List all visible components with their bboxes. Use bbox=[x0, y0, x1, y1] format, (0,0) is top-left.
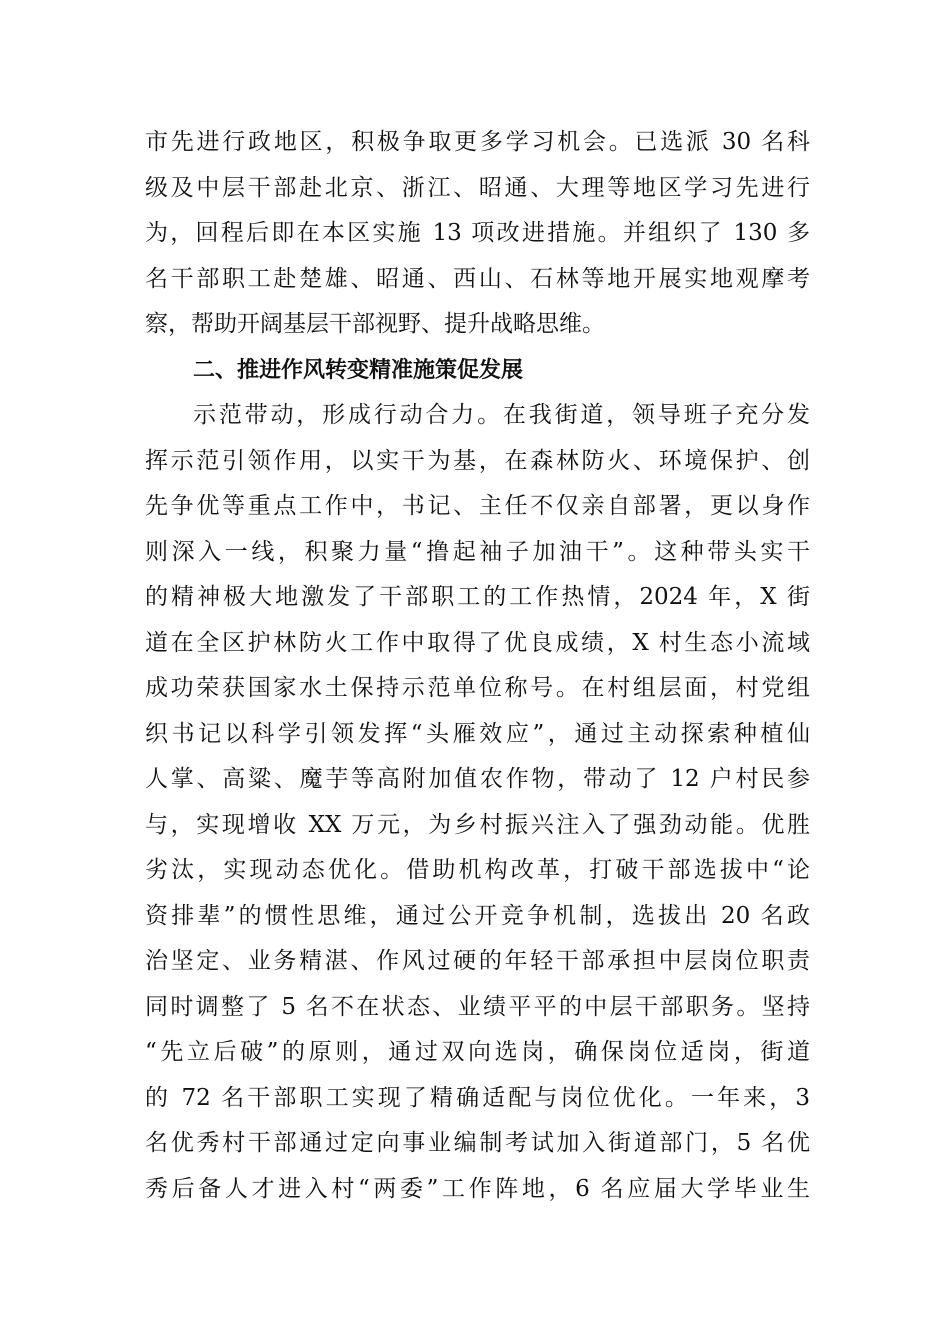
text-line: 的 72 名干部职工实现了精确适配与岗位优化。一年来，3 bbox=[145, 1084, 810, 1111]
text-line: 级及中层干部赴北京、浙江、昭通、大理等地区学习先进行 bbox=[145, 174, 810, 201]
text-line: 名优秀村干部通过定向事业编制考试加入街道部门，5 名优 bbox=[145, 1130, 810, 1156]
text-line: 劣汰，实现动态优化。借助机构改革，打破干部选拔中“论 bbox=[145, 857, 810, 883]
text-line: 织书记以科学引领发挥“头雁效应”，通过主动探索种植仙 bbox=[145, 720, 810, 747]
text-line: 人掌、高粱、魔芋等高附加值农作物，带动了 12 户村民参 bbox=[145, 766, 810, 792]
text-line: 示范带动，形成行动合力。在我街道，领导班子充分发 bbox=[193, 402, 810, 428]
text-line: 资排辈”的惯性思维，通过公开竞争机制，选拔出 20 名政 bbox=[145, 902, 810, 929]
text-line: 名干部职工赴楚雄、昭通、西山、石林等地开展实地观摩考 bbox=[145, 265, 810, 292]
text-line: 秀后备人才进入村“两委”工作阵地，6 名应届大学毕业生 bbox=[145, 1175, 810, 1202]
text-line: 与，实现增收 XX 万元，为乡村振兴注入了强劲动能。优胜 bbox=[145, 811, 810, 838]
text-line: 为，回程后即在本区实施 13 项改进措施。并组织了 130 多 bbox=[145, 220, 810, 246]
text-line: 先争优等重点工作中，书记、主任不仅亲自部署，更以身作 bbox=[145, 493, 810, 519]
text-line: 道在全区护林防火工作中取得了优良成绩，X 村生态小流域 bbox=[145, 629, 810, 656]
text-line: 市先进行政地区，积极争取更多学习机会。已选派 30 名科 bbox=[145, 129, 810, 155]
text-line: 的精神极大地激发了干部职工的工作热情，2024 年，X 街 bbox=[145, 584, 810, 610]
document-body bbox=[145, 120, 810, 1212]
section-heading: 二、推进作风转变精准施策促发展 bbox=[193, 357, 524, 383]
text-line: 成功荣获国家水土保持示范单位称号。在村组层面，村党组 bbox=[145, 675, 810, 701]
paragraph-main bbox=[145, 393, 810, 1212]
text-line: 挥示范引领作用，以实干为基，在森林防火、环境保护、创 bbox=[145, 447, 810, 474]
paragraph-continued bbox=[145, 120, 810, 348]
text-line: 察，帮助开阔基层干部视野、提升战略思维。 bbox=[145, 311, 605, 337]
text-line: “先立后破”的原则，通过双向选岗，确保岗位适岗，街道 bbox=[145, 1039, 810, 1065]
text-line: 则深入一线，积聚力量“撸起袖子加油干”。这种带头实干 bbox=[145, 538, 810, 565]
text-line: 同时调整了 5 名不在状态、业绩平平的中层干部职务。坚持 bbox=[145, 993, 810, 1020]
text-line: 治坚定、业务精湛、作风过硬的年轻干部承担中层岗位职责 bbox=[145, 948, 810, 974]
